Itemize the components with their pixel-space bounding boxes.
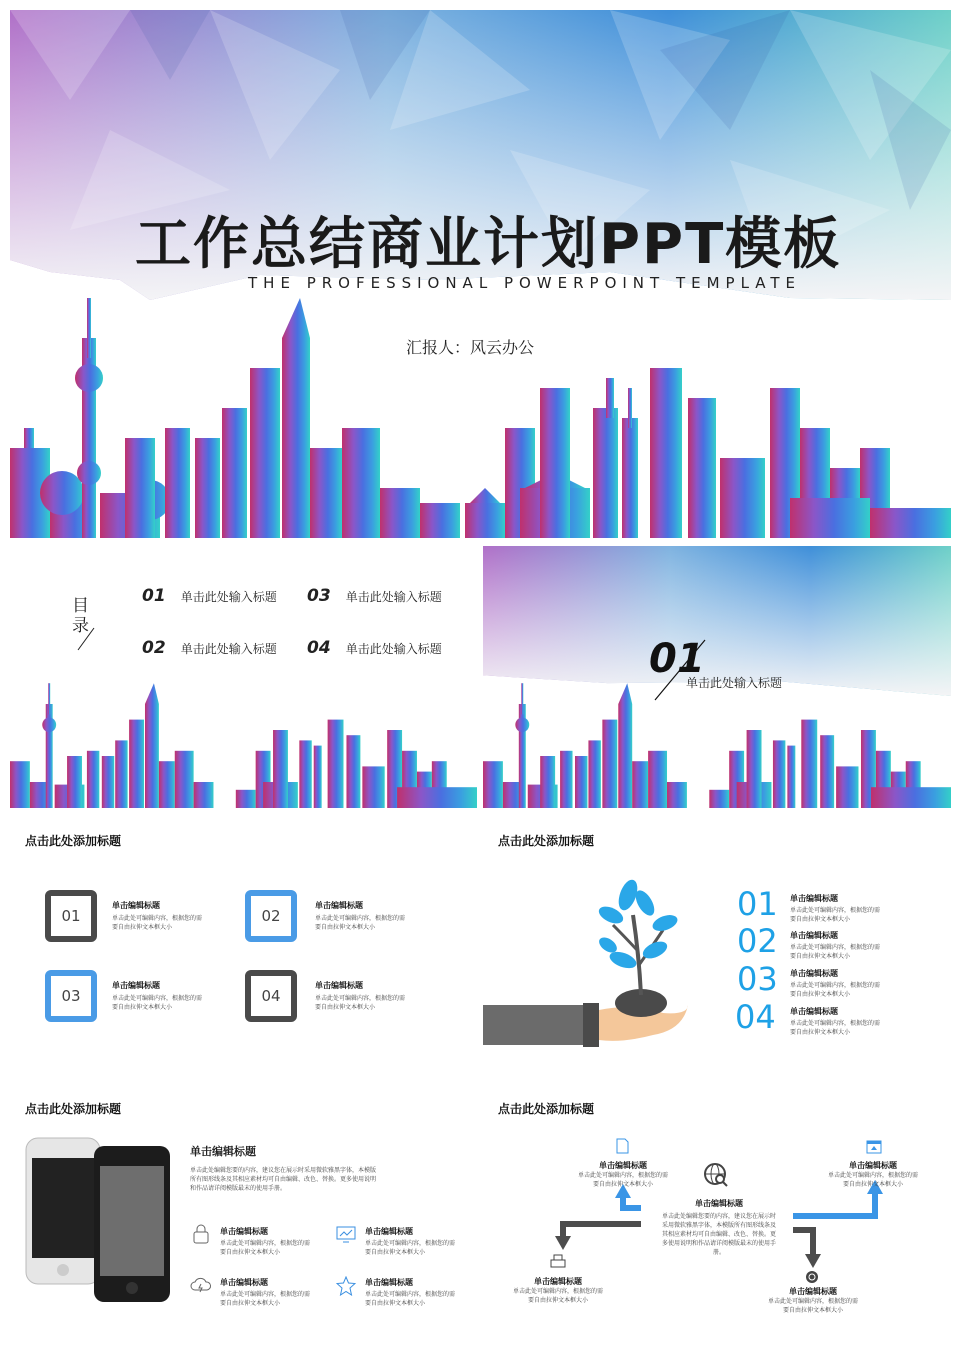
toc-item-2[interactable] [142, 638, 277, 658]
plant-num-01: 01 [737, 885, 778, 923]
plant-item-01-line2: 要自由拉伸文本框大小 [790, 916, 851, 923]
flow-node-3-line1: 单击此处可编辑内容，根据您的需 [512, 1288, 603, 1295]
phone-title: 单击编辑标题 [190, 1145, 256, 1158]
flow-center-line2: 采用微软雅黑字体，本模版所有图形线条及 [661, 1222, 776, 1229]
boxes-slide [10, 820, 477, 1070]
plant-item-04-line2: 要自由拉伸文本框大小 [790, 1029, 851, 1036]
phone-item-1 [220, 1226, 310, 1257]
plant-item-01 [790, 893, 880, 924]
flow-center-line4: 多使用说明和作品请详阅模版最末的使用手 [661, 1240, 776, 1247]
phone-item-1-line1: 单击此处可编辑内容，根据您的需 [220, 1240, 311, 1247]
toc-slide [10, 546, 477, 808]
box-03 [45, 970, 97, 1022]
flow-node-2 [823, 1160, 923, 1189]
flow-node-4 [763, 1286, 863, 1315]
box-04-num: 04 [261, 987, 281, 1005]
cover-title: 工作总结商业计划PPT模板 [135, 212, 842, 277]
plant-heading: 点击此处添加标题 [498, 834, 595, 848]
plant-item-02 [790, 930, 880, 961]
toc-label: 目录 [72, 596, 89, 636]
phone-item-3-line1: 单击此处可编辑内容，根据您的需 [220, 1291, 311, 1298]
phone-item-2-line2: 要自由拉伸文本框大小 [365, 1249, 426, 1256]
flow-node-4-line2: 要自由拉伸文本框大小 [782, 1307, 843, 1314]
phone-item-4 [365, 1277, 455, 1308]
flow-heading: 点击此处添加标题 [498, 1102, 595, 1116]
box-02-line2: 要自由拉伸文本框大小 [315, 924, 376, 931]
flow-node-1-title: 单击编辑标题 [599, 1161, 647, 1170]
box-04 [245, 970, 297, 1022]
hand-plant-illustration [483, 875, 703, 1055]
toc-item-1[interactable] [142, 586, 277, 606]
flow-center-line1: 单击此处编辑您要的内容，建议您在展示时 [661, 1213, 776, 1220]
phone-item-2-title: 单击编辑标题 [365, 1227, 413, 1236]
box-02-line1: 单击此处可编辑内容，根据您的需 [315, 915, 406, 922]
flow-node-1-line1: 单击此处可编辑内容，根据您的需 [577, 1172, 668, 1179]
plant-item-01-line1: 单击此处可编辑内容，根据您的需 [790, 907, 881, 914]
plant-num-04: 04 [735, 998, 776, 1036]
phone-body-line2: 所有图形线条及其相应素材均可自由编辑、改色、替换。更多使用说明 [190, 1176, 377, 1183]
phone-body-line3: 和作品请详阅模版最末的使用手册。 [190, 1185, 287, 1192]
plant-item-03 [790, 968, 880, 999]
flow-center [649, 1198, 789, 1257]
box-01-num: 01 [61, 907, 81, 925]
plant-item-03-title: 单击编辑标题 [790, 969, 838, 978]
phone-item-3 [220, 1277, 310, 1308]
flow-node-4-line1: 单击此处可编辑内容，根据您的需 [767, 1298, 858, 1305]
box-02-title: 单击编辑标题 [315, 901, 363, 910]
phones-illustration [24, 1136, 184, 1304]
plant-item-01-title: 单击编辑标题 [790, 894, 838, 903]
flow-center-title: 单击编辑标题 [695, 1199, 743, 1208]
toc-num-1: 01 [142, 586, 166, 606]
box-04-line2: 要自由拉伸文本框大小 [315, 1004, 376, 1011]
toc-label-1: 单击此处输入标题 [180, 590, 277, 604]
box-01-line1: 单击此处可编辑内容，根据您的需 [112, 915, 203, 922]
phone-item-4-line2: 要自由拉伸文本框大小 [365, 1300, 426, 1307]
city-skyline-section [483, 678, 951, 808]
toc-item-3[interactable] [307, 586, 442, 606]
phone-item-3-line2: 要自由拉伸文本框大小 [220, 1300, 281, 1307]
plant-num-03: 03 [737, 960, 778, 998]
phone-item-3-title: 单击编辑标题 [220, 1278, 268, 1287]
flow-center-line5: 册。 [712, 1249, 725, 1256]
flow-node-4-title: 单击编辑标题 [789, 1287, 837, 1296]
plant-num-02: 02 [737, 922, 778, 960]
phone-item-4-line1: 单击此处可编辑内容，根据您的需 [365, 1291, 456, 1298]
cover-subtitle: THE PROFESSIONAL POWERPOINT TEMPLATE [248, 274, 802, 292]
plant-item-04-title: 单击编辑标题 [790, 1007, 838, 1016]
toc-num-3: 03 [307, 586, 331, 606]
box-02-num: 02 [261, 907, 281, 925]
section-slide [483, 546, 951, 808]
section-number: 01 [649, 636, 705, 682]
box-02-text [315, 900, 405, 932]
box-01-line2: 要自由拉伸文本框大小 [112, 924, 173, 931]
phone-heading: 点击此处添加标题 [25, 1102, 122, 1116]
flow-node-1 [573, 1160, 673, 1189]
globe-search-icon [703, 1162, 729, 1188]
flow-center-line3: 其相应素材均可自由编辑、改色、替换。更 [661, 1231, 776, 1238]
flow-node-3-title: 单击编辑标题 [534, 1277, 582, 1286]
phone-slide [10, 1088, 477, 1338]
plant-item-02-line1: 单击此处可编辑内容，根据您的需 [790, 944, 881, 951]
phone-item-2 [365, 1226, 455, 1257]
document-icon [615, 1138, 629, 1154]
plant-item-03-line1: 单击此处可编辑内容，根据您的需 [790, 982, 881, 989]
flow-node-2-title: 单击编辑标题 [849, 1161, 897, 1170]
flow-node-2-line2: 要自由拉伸文本框大小 [842, 1181, 903, 1188]
power-icon [805, 1270, 819, 1284]
box-04-line1: 单击此处可编辑内容，根据您的需 [315, 995, 406, 1002]
plant-item-04-line1: 单击此处可编辑内容，根据您的需 [790, 1020, 881, 1027]
toc-item-4[interactable] [307, 638, 442, 658]
section-label: 单击此处输入标题 [686, 676, 783, 690]
register-icon [550, 1254, 566, 1268]
plant-item-04 [790, 1006, 880, 1037]
box-04-text [315, 980, 405, 1012]
box-02 [245, 890, 297, 942]
box-03-num: 03 [61, 987, 81, 1005]
plant-slide [483, 820, 951, 1070]
boxes-heading: 点击此处添加标题 [25, 834, 122, 848]
monitor-icon [336, 1226, 356, 1244]
flow-node-2-line1: 单击此处可编辑内容，根据您的需 [827, 1172, 918, 1179]
toc-label-2: 单击此处输入标题 [180, 642, 277, 656]
box-03-line2: 要自由拉伸文本框大小 [112, 1004, 173, 1011]
phone-item-1-title: 单击编辑标题 [220, 1227, 268, 1236]
phone-item-2-line1: 单击此处可编辑内容，根据您的需 [365, 1240, 456, 1247]
window-icon [866, 1140, 882, 1154]
box-01 [45, 890, 97, 942]
flow-slide [483, 1088, 951, 1338]
cloud-icon [190, 1276, 212, 1294]
phone-item-4-title: 单击编辑标题 [365, 1278, 413, 1287]
phone-body-line1: 单击此处编辑您要的内容，建议您在展示时采用微软雅黑字体，本模版 [190, 1167, 377, 1174]
lock-icon [192, 1224, 210, 1244]
plant-item-03-line2: 要自由拉伸文本框大小 [790, 991, 851, 998]
box-03-title: 单击编辑标题 [112, 981, 160, 990]
city-skyline [10, 288, 951, 538]
toc-num-4: 04 [307, 638, 331, 658]
star-icon [336, 1276, 356, 1296]
toc-label-3: 单击此处输入标题 [345, 590, 442, 604]
toc-label-4: 单击此处输入标题 [345, 642, 442, 656]
box-01-text [112, 900, 202, 932]
toc-num-2: 02 [142, 638, 166, 658]
box-03-text [112, 980, 202, 1012]
reporter-label: 汇报人：风云办公 [406, 338, 535, 357]
plant-item-02-line2: 要自由拉伸文本框大小 [790, 953, 851, 960]
city-skyline-small [10, 678, 477, 808]
box-03-line1: 单击此处可编辑内容，根据您的需 [112, 995, 203, 1002]
box-01-title: 单击编辑标题 [112, 901, 160, 910]
box-04-title: 单击编辑标题 [315, 981, 363, 990]
plant-item-02-title: 单击编辑标题 [790, 931, 838, 940]
toc-slash [76, 626, 96, 652]
flow-node-3 [508, 1276, 608, 1305]
phone-item-1-line2: 要自由拉伸文本框大小 [220, 1249, 281, 1256]
flow-node-1-line2: 要自由拉伸文本框大小 [592, 1181, 653, 1188]
flow-node-3-line2: 要自由拉伸文本框大小 [527, 1297, 588, 1304]
phone-body [190, 1166, 376, 1193]
cover-slide [10, 10, 951, 538]
section-slash [653, 638, 709, 702]
